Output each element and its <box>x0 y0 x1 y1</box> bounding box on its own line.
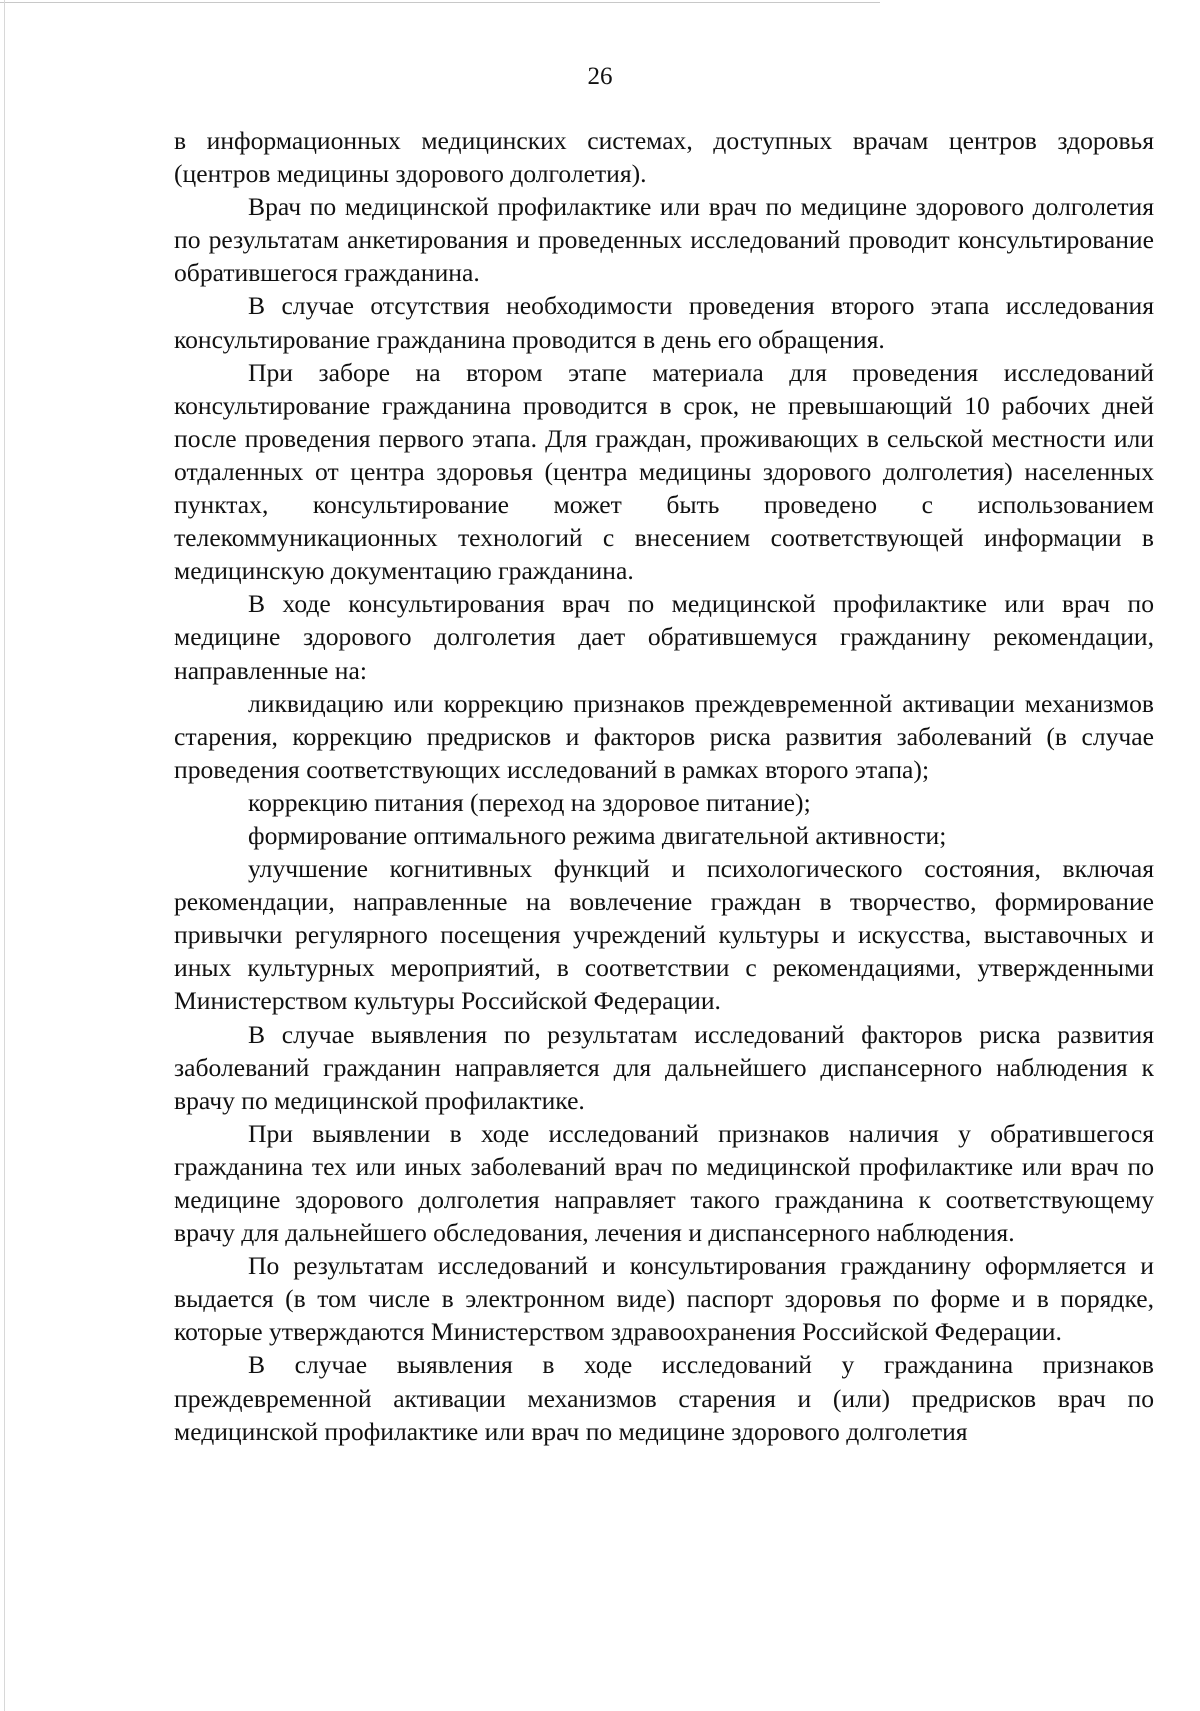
document-body <box>174 124 1154 1448</box>
paragraph: При выявлении в ходе исследований признаков наличия у обратившегося гражданина тех или иных заболеваний врач по медицинской профилактике или врач по медицине здорового долголетия направляет такого гражданина к соответствующему врачу для дальнейшего обследования, лечения и диспансерного наблюдения. <box>174 1118 1154 1248</box>
paragraph-continues: В случае выявления в ходе исследований у гражданина признаков преждевременной активации механизмов старения и (или) предрисков врач по медицинской профилактике или врач по медицине здорового долголетия <box>174 1350 1154 1446</box>
paragraph: В случае отсутствия необходимости проведения второго этапа исследования консультирование гражданина проводится в день его обращения. <box>174 291 1154 354</box>
paragraph: При заборе на втором этапе материала для проведения исследований консультирование гражданина проводится в срок, не превышающий 10 рабочих дней после проведения первого этапа. Для граждан, проживающих в сельской местности или отдаленных от центра здоровья (центра медицины здорового долголетия) населенных пунктах, консультирование может быть проведено с использованием телекоммуникационных технологий с внесением соответствующей информации в медицинскую документацию гражданина. <box>174 357 1154 586</box>
list-item-paragraph: улучшение когнитивных функций и психологического состояния, включая рекомендации, направленные на вовлечение граждан в творчество, формирование привычки регулярного посещения учреждений культуры и искусства, выставочных и иных культурных мероприятий, в соответствии с рекомендациями, утвержденными Министерством культуры Российской Федерации. <box>174 854 1154 1016</box>
list-item-paragraph: коррекцию питания (переход на здоровое питание); <box>248 787 811 817</box>
paragraph: В ходе консультирования врач по медицинской профилактике или врач по медицине здорового долголетия дает обратившемуся гражданину рекомендации, направленные на: <box>174 589 1154 685</box>
paragraph-continuation: в информационных медицинских системах, доступных врачам центров здоровья (центров медицины здорового долголетия). <box>174 126 1154 189</box>
list-item-paragraph: формирование оптимального режима двигательной активности; <box>248 820 947 850</box>
paragraph: В случае выявления по результатам исследований факторов риска развития заболеваний гражданин направляется для дальнейшего диспансерного наблюдения к врачу по медицинской профилактике. <box>174 1019 1154 1115</box>
scan-edge-left <box>4 0 5 1711</box>
list-item-paragraph: ликвидацию или коррекцию признаков преждевременной активации механизмов старения, коррекцию предрисков и факторов риска развития заболеваний (в случае проведения соответствующих исследований в рамках второго этапа); <box>174 688 1154 784</box>
page-number: 26 <box>587 63 613 90</box>
paragraph: Врач по медицинской профилактике или врач по медицине здорового долголетия по результатам анкетирования и проведенных исследований проводит консультирование обратившегося гражданина. <box>174 192 1154 288</box>
paragraph: По результатам исследований и консультирования гражданину оформляется и выдается (в том числе в электронном виде) паспорт здоровья по форме и в порядке, которые утверждаются Министерством здравоохранения Российской Федерации. <box>174 1251 1154 1347</box>
scan-edge-top <box>0 2 880 3</box>
